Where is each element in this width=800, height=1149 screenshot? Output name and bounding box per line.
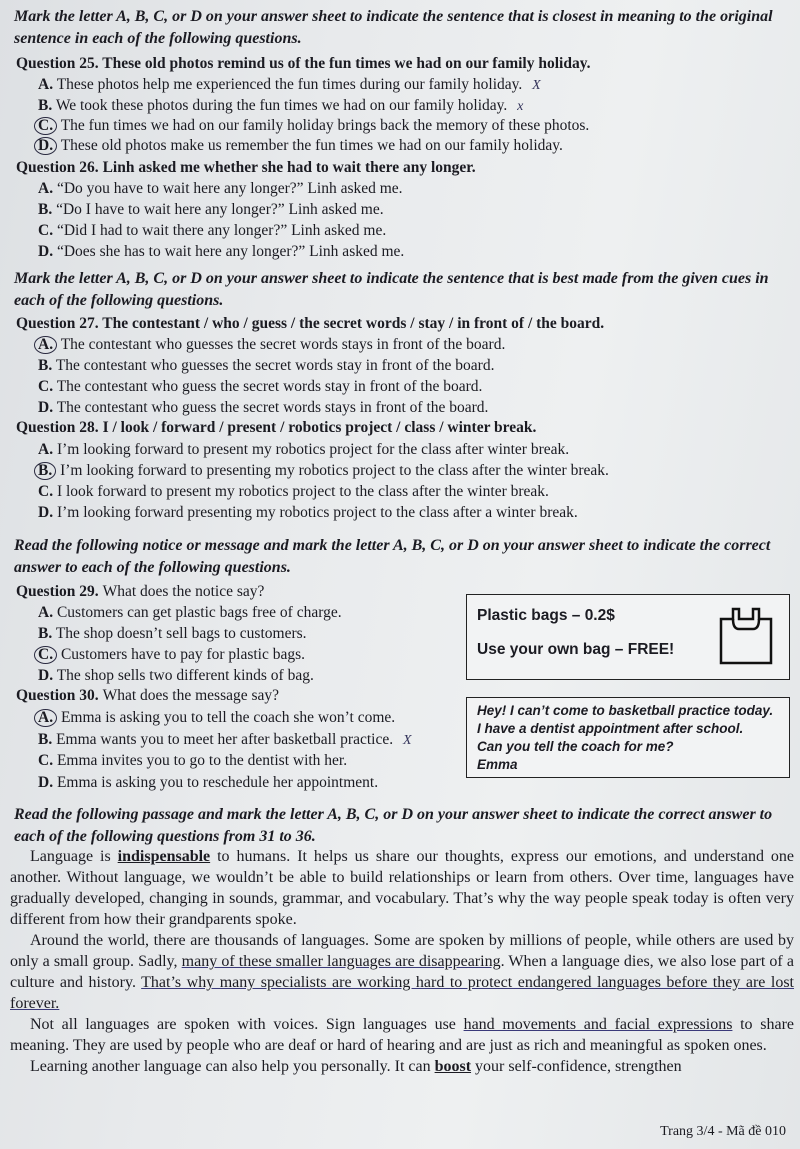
- passage-paragraph-3: Not all languages are spoken with voices. Sign languages use hand movements and facial expressions to share meaning. They are used by people who are deaf or hard of hearing and are just as rich and meaningful as spoken ones.: [10, 1016, 794, 1054]
- circled-letter: A.: [34, 709, 57, 727]
- option-25a[interactable]: A. These photos help me experienced the fun times during our family holiday. X: [38, 76, 541, 93]
- notice-line-price: Plastic bags – 0.2$: [477, 607, 615, 624]
- option-27d[interactable]: D. The contestant who guess the secret words stays in front of the board.: [38, 399, 489, 416]
- option-26a[interactable]: A. “Do you have to wait here any longer?” Linh asked me.: [38, 180, 403, 197]
- option-29a[interactable]: A. Customers can get plastic bags free of charge.: [38, 604, 342, 621]
- option-30b[interactable]: B. Emma wants you to meet her after basketball practice. X: [38, 731, 412, 748]
- option-25d[interactable]: D. These old photos make us remember the fun times we had on our family holiday.: [38, 136, 788, 156]
- message-signature: Emma: [477, 757, 518, 772]
- passage-paragraph-2: Around the world, there are thousands of languages. Some are spoken by millions of people, while others are used by only a small group. Sadly, many of these smaller languages are disappearing. When a language dies, we also lose part of a culture and history. That’s why many specialists are working hard to protect endangered languages before they are lost forever.: [10, 932, 795, 1012]
- option-26d[interactable]: D. “Does she has to wait here any longer?” Linh asked me.: [38, 243, 405, 260]
- message-box: [466, 697, 790, 778]
- instruction-passage: Read the following passage and mark the letter A, B, C, or D on your answer sheet to indicate the correct answer to each of the following questions from 31 to 36.: [14, 806, 773, 845]
- option-28d[interactable]: D. I’m looking forward presenting my robotics project to the class after a winter break.: [38, 504, 578, 521]
- instruction-closest-meaning: Mark the letter A, B, C, or D on your answer sheet to indicate the sentence that is closest in meaning to the original sentence in each of the following questions.: [14, 8, 773, 47]
- option-27a[interactable]: A. The contestant who guesses the secret words stays in front of the board.: [38, 335, 788, 355]
- question-25: [16, 54, 786, 74]
- question-26: Question 26. Linh asked me whether she had to wait there any longer.: [16, 159, 476, 176]
- circled-letter: C.: [34, 117, 57, 135]
- option-28b[interactable]: B. I’m looking forward to presenting my robotics project to the class after the winter break.: [38, 461, 788, 481]
- option-27b[interactable]: B. The contestant who guesses the secret words stay in front of the board.: [38, 357, 495, 374]
- option-29d[interactable]: D. The shop sells two different kinds of bag.: [38, 667, 314, 684]
- question-28: Question 28. I / look / forward / present / robotics project / class / winter break.: [16, 419, 537, 436]
- option-26b[interactable]: B. “Do I have to wait here any longer?” Linh asked me.: [38, 201, 384, 218]
- circled-letter: C.: [34, 646, 57, 664]
- circled-letter: D.: [34, 137, 57, 155]
- circled-letter: B.: [34, 462, 56, 480]
- reading-passage: [10, 846, 794, 1077]
- option-26c[interactable]: C. “Did I had to wait there any longer?” Linh asked me.: [38, 222, 387, 239]
- question-label: Question 25.: [16, 55, 99, 72]
- option-29c[interactable]: C. Customers have to pay for plastic bags.: [38, 645, 788, 665]
- question-29: Question 29. What does the notice say?: [16, 583, 265, 600]
- notice-line-free: Use your own bag – FREE!: [477, 641, 675, 658]
- message-line-1: Hey! I can’t come to basketball practice today.: [477, 703, 774, 718]
- instruction-notice: Read the following notice or message and mark the letter A, B, C, or D on your answer sheet to indicate the correct answer to each of the following questions.: [14, 537, 771, 576]
- notice-box: [466, 594, 790, 680]
- option-25c[interactable]: C. The fun times we had on our family holiday brings back the memory of these photos.: [38, 116, 788, 136]
- question-27: Question 27. The contestant / who / guess / the secret words / stay / in front of / the board.: [16, 315, 605, 332]
- option-29b[interactable]: B. The shop doesn’t sell bags to customers.: [38, 625, 307, 642]
- handwritten-mark: X: [402, 733, 412, 748]
- message-line-3: Can you tell the coach for me?: [477, 739, 674, 754]
- option-28c[interactable]: C. I look forward to present my robotics project to the class after the winter break.: [38, 483, 549, 500]
- option-28a[interactable]: A. I’m looking forward to present my robotics project for the class after winter break.: [38, 441, 570, 458]
- circled-letter: A.: [34, 336, 57, 354]
- option-30a[interactable]: A. Emma is asking you to tell the coach she won’t come.: [38, 708, 788, 728]
- passage-paragraph-1: Language is indispensable to humans. It helps us share our thoughts, express our emotions, and understand one another. Without language, we wouldn’t be able to build relationships or learn from others. Over time, languages have gradually developed, changing in sounds, grammar, and vocabulary. That’s why the way people speak today is often very different from how their grandparents spoke.: [10, 848, 795, 928]
- passage-paragraph-4: Learning another language can also help you personally. It can boost your self-confidence, strengthen: [30, 1058, 682, 1075]
- handwritten-mark: X: [532, 78, 541, 93]
- handwritten-mark: x: [517, 99, 524, 114]
- option-27c[interactable]: C. The contestant who guess the secret words stay in front of the board.: [38, 378, 483, 395]
- plastic-bag-icon: [717, 605, 775, 667]
- message-line-2: I have a dentist appointment after school.: [477, 721, 744, 736]
- option-30c[interactable]: C. Emma invites you to go to the dentist with her.: [38, 752, 348, 769]
- question-text: These old photos remind us of the fun times we had on our family holiday.: [102, 55, 591, 72]
- option-30d[interactable]: D. Emma is asking you to reschedule her appointment.: [38, 774, 379, 791]
- instruction-best-made: Mark the letter A, B, C, or D on your answer sheet to indicate the sentence that is best made from the given cues in each of the following questions.: [14, 270, 769, 309]
- question-30: Question 30. What does the message say?: [16, 687, 280, 704]
- highlighted-word-indispensable: indispensable: [117, 848, 211, 865]
- option-25b[interactable]: B. We took these photos during the fun times we had on our family holiday. x: [38, 97, 524, 114]
- page-footer: Trang 3/4 - Mã đề 010: [660, 1124, 786, 1139]
- highlighted-word-boost: boost: [434, 1058, 472, 1075]
